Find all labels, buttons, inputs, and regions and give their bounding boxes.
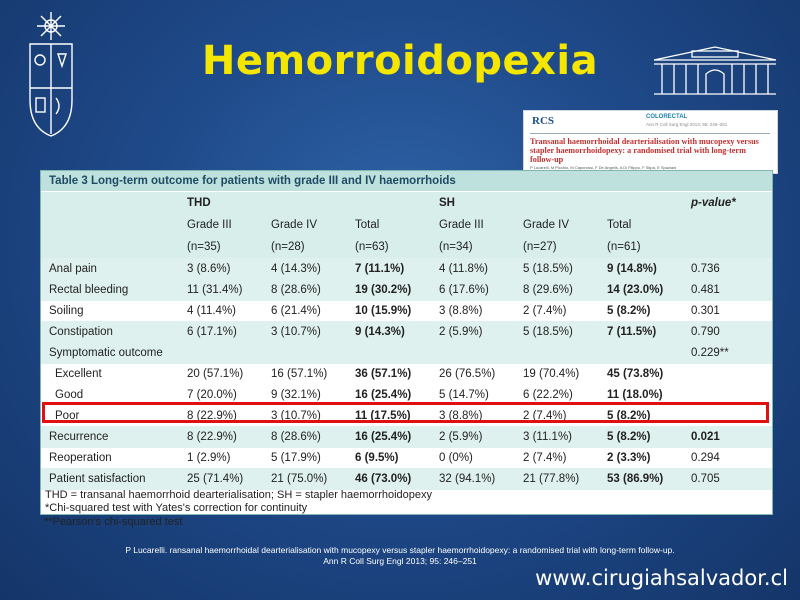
table-caption: Table 3 Long-term outcome for patients with grade III and IV haemorrhoids xyxy=(41,171,772,191)
row-label: Recurrence xyxy=(49,431,109,443)
table-cell: 11 (31.4%) xyxy=(187,284,243,296)
p-value-cell: 0.481 xyxy=(691,284,720,296)
table-group-header xyxy=(41,192,772,214)
table-cell: 9 (14.3%) xyxy=(355,326,405,338)
table-cell: 2 (7.4%) xyxy=(523,452,567,464)
table-cell: 46 (73.0%) xyxy=(355,473,412,485)
table-cell: 20 (57.1%) xyxy=(187,368,244,380)
table-cell: 8 (22.9%) xyxy=(187,431,237,443)
table-cell: 8 (28.6%) xyxy=(271,431,321,443)
table-cell: 16 (25.4%) xyxy=(355,389,412,401)
table-cell: 2 (7.4%) xyxy=(523,410,567,422)
table-cell: 3 (10.7%) xyxy=(271,410,321,422)
table-row xyxy=(41,258,772,280)
hospital-building-icon xyxy=(652,44,778,98)
n-header: (n=61) xyxy=(607,241,641,253)
table-cell: 11 (17.5%) xyxy=(355,410,411,422)
table-cell: 3 (8.8%) xyxy=(439,410,483,422)
website-url: www.cirugiahsalvador.cl xyxy=(535,566,788,590)
table-row xyxy=(41,447,772,469)
table-cell: 4 (11.8%) xyxy=(439,263,489,275)
table-cell: 6 (9.5%) xyxy=(355,452,399,464)
n-header: (n=63) xyxy=(355,241,389,253)
row-label: Reoperation xyxy=(49,452,112,464)
table-cell: 5 (18.5%) xyxy=(523,263,573,275)
row-label: Poor xyxy=(55,410,80,422)
table-cell: 8 (28.6%) xyxy=(271,284,321,296)
p-value-cell: 0.736 xyxy=(691,263,720,275)
citation xyxy=(0,545,800,567)
table-cell: 9 (14.8%) xyxy=(607,263,657,275)
table-row xyxy=(41,321,772,343)
outcome-table xyxy=(40,170,773,515)
subheader: Grade IV xyxy=(523,219,570,231)
table-cell: 14 (23.0%) xyxy=(607,284,664,296)
n-header: (n=34) xyxy=(439,241,473,253)
table-subheader xyxy=(41,214,772,236)
table-cell: 16 (57.1%) xyxy=(271,368,328,380)
table-cell: 2 (5.9%) xyxy=(439,431,483,443)
table-cell: 11 (18.0%) xyxy=(607,389,663,401)
table-cell: 3 (10.7%) xyxy=(271,326,321,338)
table-cell: 8 (22.9%) xyxy=(187,410,237,422)
p-value-cell: 0.705 xyxy=(691,473,720,485)
citation-line: Ann R Coll Surg Engl 2013; 95: 246–251 xyxy=(323,556,477,566)
table-cell: 16 (25.4%) xyxy=(355,431,412,443)
university-crest-icon xyxy=(22,10,80,140)
table-cell: 6 (21.4%) xyxy=(271,305,321,317)
p-value-cell: 0.229** xyxy=(691,347,729,359)
table-cell: 21 (77.8%) xyxy=(523,473,580,485)
table-row xyxy=(41,426,772,448)
table-cell: 5 (14.7%) xyxy=(439,389,489,401)
table-cell: 6 (22.2%) xyxy=(523,389,573,401)
table-cell: 26 (76.5%) xyxy=(439,368,496,380)
paper-authors: P Lucarelli, M Picchio, M Caporossi, F De Angelis, A Di Filippo, F Stipa, E Spaziani xyxy=(530,165,677,170)
table-cell: 5 (17.9%) xyxy=(271,452,321,464)
row-label: Excellent xyxy=(55,368,102,380)
table-cell: 3 (8.8%) xyxy=(439,305,483,317)
table-cell: 1 (2.9%) xyxy=(187,452,231,464)
paper-section: COLORECTAL xyxy=(646,114,688,120)
n-header: (n=35) xyxy=(187,241,221,253)
table-cell: 25 (71.4%) xyxy=(187,473,244,485)
table-cell: 6 (17.1%) xyxy=(187,326,237,338)
table-cell: 2 (7.4%) xyxy=(523,305,567,317)
table-cell: 3 (8.6%) xyxy=(187,263,231,275)
table-cell: 5 (8.2%) xyxy=(607,305,651,317)
table-cell: 7 (11.1%) xyxy=(355,263,405,275)
table-row xyxy=(41,342,772,364)
table-cell: 6 (17.6%) xyxy=(439,284,489,296)
table-cell: 2 (5.9%) xyxy=(439,326,483,338)
table-cell: 45 (73.8%) xyxy=(607,368,664,380)
subheader: Grade IV xyxy=(271,219,318,231)
row-label: Soiling xyxy=(49,305,84,317)
subheader: Total xyxy=(355,219,380,231)
table-cell: 19 (70.4%) xyxy=(523,368,580,380)
row-label: Patient satisfaction xyxy=(49,473,146,485)
footnote: THD = transanal haemorrhoid dearterialisation; SH = stapler haemorrhoidopexy xyxy=(45,489,433,501)
p-value-cell: 0.294 xyxy=(691,452,720,464)
subheader: Grade III xyxy=(439,219,484,231)
n-header: (n=27) xyxy=(523,241,557,253)
table-cell: 32 (94.1%) xyxy=(439,473,496,485)
table-row xyxy=(41,468,772,490)
slide-title: Hemorroidopexia xyxy=(201,38,599,84)
table-row xyxy=(41,363,772,385)
row-label: Anal pain xyxy=(49,263,97,275)
footnote: **Pearson's chi-squared test xyxy=(44,516,183,528)
table-cell: 10 (15.9%) xyxy=(355,305,412,317)
table-cell: 2 (3.3%) xyxy=(607,452,651,464)
row-label: Good xyxy=(55,389,84,401)
table-cell: 5 (8.2%) xyxy=(607,410,651,422)
sh-group-label: SH xyxy=(439,197,455,209)
table-cell: 7 (11.5%) xyxy=(607,326,657,338)
paper-header-thumbnail xyxy=(523,110,778,174)
divider xyxy=(530,133,770,134)
table-cell: 9 (32.1%) xyxy=(271,389,321,401)
p-value-header: p-value* xyxy=(691,197,736,209)
poor-row-highlight xyxy=(42,402,769,423)
table-cell: 4 (11.4%) xyxy=(187,305,237,317)
footnote: *Chi-squared test with Yates's correction for continuity xyxy=(45,502,308,514)
table-cell: 7 (20.0%) xyxy=(187,389,237,401)
subheader: Total xyxy=(607,219,632,231)
p-value-cell: 0.301 xyxy=(691,305,720,317)
table-cell: 21 (75.0%) xyxy=(271,473,328,485)
journal-logo: RCS xyxy=(532,115,555,127)
row-label: Symptomatic outcome xyxy=(49,347,163,359)
table-cell: 5 (18.5%) xyxy=(523,326,573,338)
table-cell: 0 (0%) xyxy=(439,452,473,464)
table-cell: 53 (86.9%) xyxy=(607,473,664,485)
table-cell: 5 (8.2%) xyxy=(607,431,651,443)
table-cell: 36 (57.1%) xyxy=(355,368,412,380)
n-header: (n=28) xyxy=(271,241,305,253)
table-row xyxy=(41,279,772,301)
thd-group-label: THD xyxy=(187,197,211,209)
paper-title: Transanal haemorrhoidal dearterialisation with mucopexy versus stapler haemorrhoidopexy: a randomised trial with long-term follow-up xyxy=(530,137,759,164)
p-value-cell: 0.021 xyxy=(691,431,720,443)
row-label: Rectal bleeding xyxy=(49,284,129,296)
table-cell: 19 (30.2%) xyxy=(355,284,412,296)
subheader: Grade III xyxy=(187,219,232,231)
citation-line: P Lucarelli. ransanal haemorrhoidal dearterialisation with mucopexy versus stapler haemorrhoidopexy: a randomised trial with long-term follow-up. xyxy=(125,545,675,555)
table-row xyxy=(41,300,772,322)
table-cell: 4 (14.3%) xyxy=(271,263,321,275)
table-n-header xyxy=(41,236,772,258)
paper-cite: Ann R Coll Surg Engl 2013; 95: 246–251 xyxy=(646,122,728,127)
table-cell: 8 (29.6%) xyxy=(523,284,573,296)
row-label: Constipation xyxy=(49,326,113,338)
table-cell: 3 (11.1%) xyxy=(523,431,573,443)
p-value-cell: 0.790 xyxy=(691,326,720,338)
